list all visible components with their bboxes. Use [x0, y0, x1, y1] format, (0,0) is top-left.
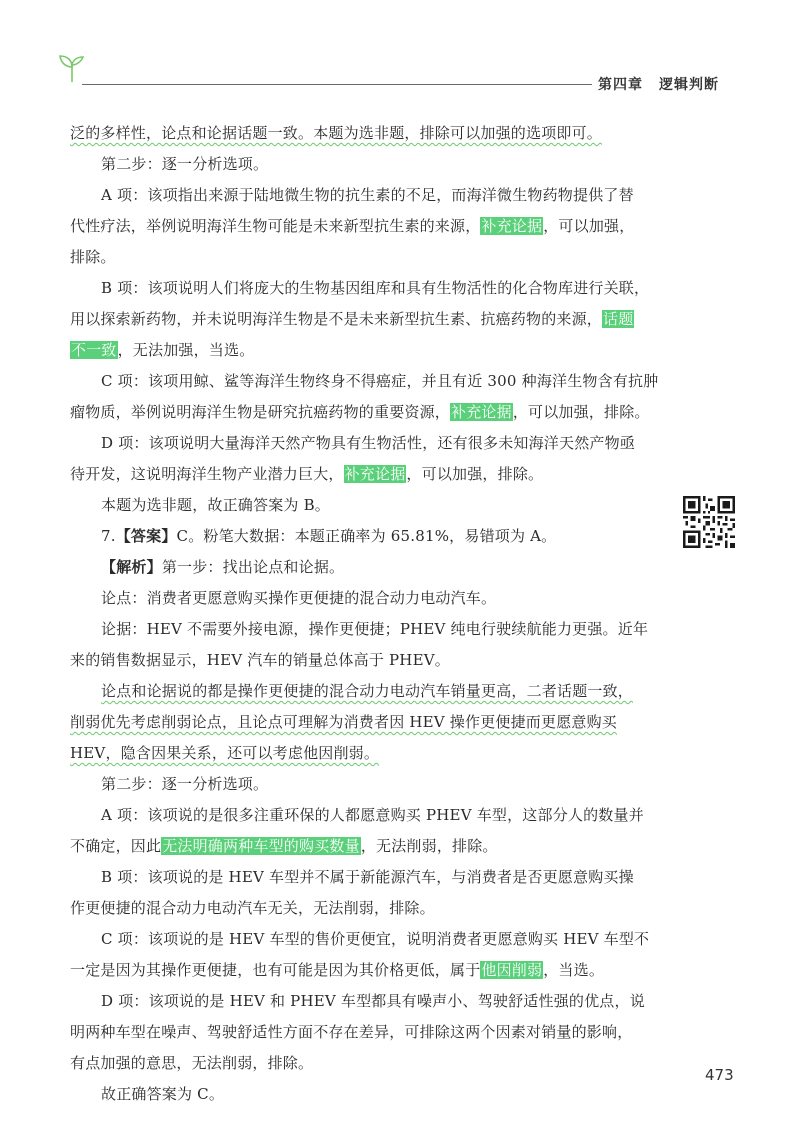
underlined-text: 泛的多样性，论点和论据话题一致。本题为选非题，排除可以加强的选项即可。	[70, 124, 603, 142]
text-run: ，可以加强，排除。	[512, 403, 650, 421]
option-a-line-3: 排除。	[70, 248, 116, 266]
note-line-1	[70, 676, 660, 707]
text-run: 瘤物质，举例说明海洋生物是研究抗癌药物的重要资源，	[70, 403, 451, 421]
answer-text: C。粉笔大数据：本题正确率为 65.81%，易错项为 A。	[176, 527, 557, 545]
analysis-text: 第一步：找出论点和论据。	[161, 558, 345, 576]
highlight-label: 他因削弱	[481, 961, 543, 979]
answer-line	[70, 521, 660, 552]
answer-label: 【答案】	[115, 527, 177, 545]
page-body	[70, 118, 660, 1110]
analysis-label: 【解析】	[101, 558, 162, 576]
highlight-label: 话题	[603, 310, 634, 328]
underlined-text: 削弱优先考虑削弱论点，且论点可理解为消费者因 HEV 操作更便捷而更愿意购买	[70, 713, 618, 731]
text-run: ，当选。	[543, 961, 605, 979]
page-number: 473	[705, 1066, 734, 1084]
q7-option-c-line-2	[70, 955, 660, 986]
analysis-line	[70, 552, 660, 583]
q7-option-a-line-2	[70, 831, 660, 862]
text-run: ，可以加强，排除。	[406, 465, 544, 483]
text-run: 一定是因为其操作更便捷，也有可能是因为其价格更低，属于	[70, 961, 481, 979]
underlined-text: 论点和论据说的都是操作更便捷的混合动力电动汽车销量更高，二者话题一致，	[101, 682, 634, 700]
note-line-2	[70, 707, 660, 738]
evidence-line-2: 来的销售数据显示，HEV 汽车的销量总体高于 PHEV。	[70, 651, 450, 669]
highlight-label: 补充论据	[481, 217, 543, 235]
conclusion-text: 本题为选非题，故正确答案为 B。	[101, 496, 330, 514]
option-c-line-1: C 项：该项用鲸、鲨等海洋生物终身不得癌症，并且有近 300 种海洋生物含有抗肿	[101, 372, 659, 390]
q7-option-d-line-1: D 项：该项说的是 HEV 和 PHEV 车型都具有噪声小、驾驶舒适性强的优点，说	[101, 992, 645, 1010]
header-rule	[82, 84, 592, 85]
q7-option-d-line-2: 明两种车型在噪声、驾驶舒适性方面不存在差异，可排除这两个因素对销量的影响，	[70, 1023, 633, 1041]
chapter-title: 逻辑判断	[659, 77, 719, 93]
option-a-line-1: A 项：该项指出来源于陆地微生物的抗生素的不足，而海洋微生物药物提供了替	[101, 186, 634, 204]
step-two-line: 第二步：逐一分析选项。	[101, 775, 269, 793]
highlight-label: 无法明确两种车型的购买数量	[162, 837, 360, 855]
option-b-line-1: B 项：该项说明人们将庞大的生物基因组库和具有生物活性的化合物库进行关联，	[101, 279, 650, 297]
text-line	[70, 118, 660, 149]
text-run: ，无法加强，当选。	[117, 341, 255, 359]
question-number: 7.	[101, 527, 116, 545]
q7-option-d-line-3: 有点加强的意思，无法削弱，排除。	[70, 1054, 314, 1072]
note-line-3	[70, 738, 660, 769]
page-header	[0, 0, 800, 100]
highlight-label: 补充论据	[344, 465, 406, 483]
qr-code-icon	[683, 496, 735, 548]
option-a-line-2	[70, 211, 660, 242]
underlined-text: HEV，隐含因果关系，还可以考虑他因削弱。	[70, 744, 380, 762]
option-d-line-1: D 项：该项说明大量海洋天然产物具有生物活性，还有很多未知海洋天然产物亟	[101, 434, 635, 452]
text-run: ，无法削弱，排除。	[360, 837, 498, 855]
q7-option-a-line-1: A 项：该项说的是很多注重环保的人都愿意购买 PHEV 车型，这部分人的数量并	[101, 806, 644, 824]
option-d-line-2	[70, 459, 660, 490]
option-b-line-3	[70, 335, 660, 366]
chapter-heading	[598, 74, 719, 94]
q7-option-c-line-1: C 项：该项说的是 HEV 车型的售价更便宜，说明消费者更愿意购买 HEV 车型不	[101, 930, 650, 948]
evidence-line-1: 论据：HEV 不需要外接电源，操作更便捷；PHEV 纯电行驶续航能力更强。近年	[101, 620, 649, 638]
text-run: 不确定，因此	[70, 837, 162, 855]
option-c-line-2	[70, 397, 660, 428]
highlight-label: 不一致	[71, 341, 117, 359]
final-answer: 故正确答案为 C。	[101, 1085, 225, 1103]
highlight-label: 补充论据	[451, 403, 512, 421]
text-line: 第二步：逐一分析选项。	[101, 155, 269, 173]
q7-option-b-line-2: 作更便捷的混合动力电动汽车无关，无法削弱，排除。	[70, 899, 435, 917]
option-b-line-2	[70, 304, 660, 335]
argument-line: 论点：消费者更愿意购买操作更便捷的混合动力电动汽车。	[101, 589, 497, 607]
text-run: 代性疗法，举例说明海洋生物可能是未来新型抗生素的来源，	[70, 217, 481, 235]
q7-option-b-line-1: B 项：该项说的是 HEV 车型并不属于新能源汽车，与消费者是否更愿意购买操	[101, 868, 634, 886]
text-run: ，可以加强，	[543, 217, 635, 235]
text-run: 待开发，这说明海洋生物产业潜力巨大，	[70, 465, 344, 483]
text-run: 用以探索新药物，并未说明海洋生物是不是未来新型抗生素、抗癌药物的来源，	[70, 310, 603, 328]
sprout-icon	[58, 52, 86, 82]
chapter-number: 第四章	[598, 77, 643, 93]
